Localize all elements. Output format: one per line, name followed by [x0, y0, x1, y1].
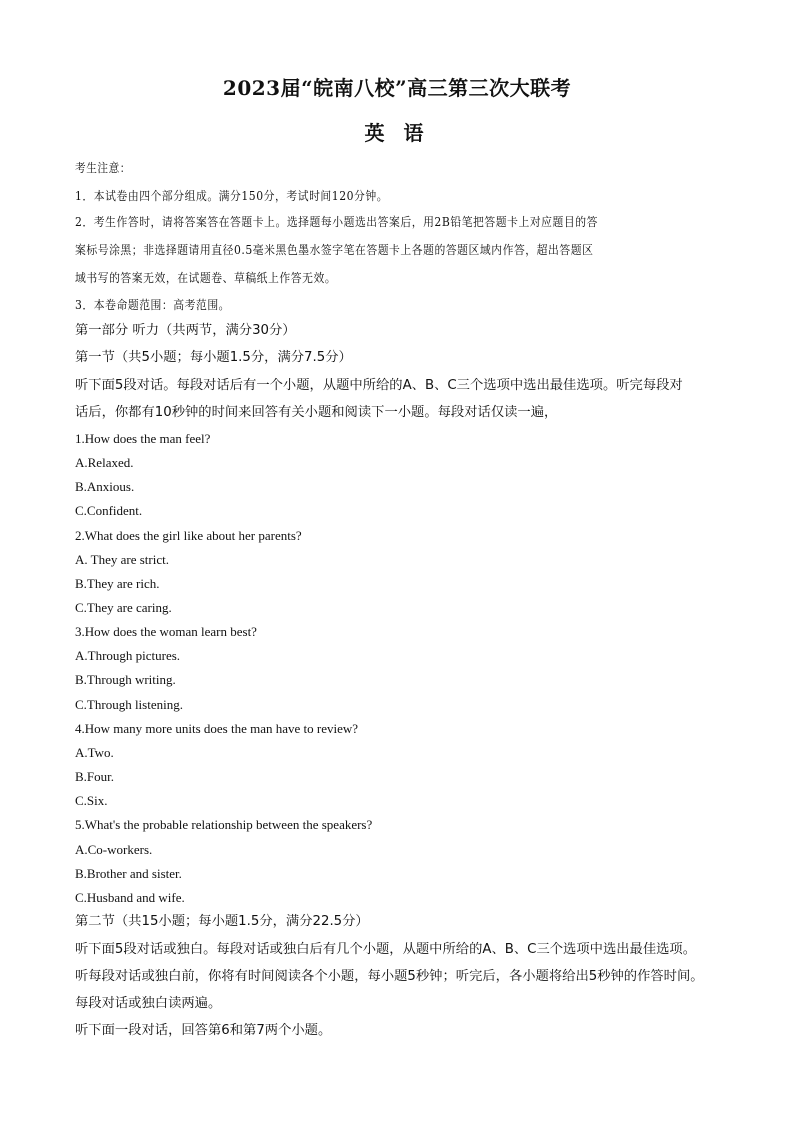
answer-option: C.Confident.	[75, 503, 143, 518]
notice-heading: 考生注意：	[75, 161, 131, 175]
question-stem: 3.How does the woman learn best?	[75, 624, 257, 639]
answer-option: A.Relaxed.	[75, 455, 134, 470]
answer-option: B.Through writing.	[75, 672, 176, 687]
answer-option: A.Two.	[75, 745, 114, 760]
section-instructions: 听下面5段对话或独白。每段对话或独白后有几个小题，从题中所给的A、B、C三个选项中选出最佳选项。	[75, 942, 697, 957]
question-stem: 4.How many more units does the man have to review?	[75, 721, 359, 736]
answer-option: C.Husband and wife.	[75, 890, 185, 905]
subject-title: 英 语	[364, 121, 430, 145]
answer-option: B.They are rich.	[75, 576, 160, 591]
section-heading: 第二节（共15小题；每小题1.5分，满分22.5分）	[75, 914, 369, 929]
answer-option: C.Six.	[75, 793, 108, 808]
answer-option: C.They are caring.	[75, 600, 172, 615]
notice-item: 3．本卷命题范围：高考范围。	[75, 298, 231, 312]
answer-option: A. They are strict.	[75, 552, 169, 567]
question-stem: 5.What's the probable relationship between the speakers?	[75, 817, 373, 832]
question-stem: 2.What does the girl like about her parents?	[75, 528, 302, 543]
answer-option: A.Through pictures.	[75, 648, 181, 663]
notice-item: 1．本试卷由四个部分组成。满分150分，考试时间120分钟。	[75, 189, 389, 203]
notice-item: 域书写的答案无效，在试题卷、草稿纸上作答无效。	[75, 271, 337, 285]
section-instructions: 听下面5段对话。每段对话后有一个小题，从题中所给的A、B、C三个选项中选出最佳选项。听完每段对	[75, 378, 683, 393]
section-instructions: 听每段对话或独白前，你将有时间阅读各个小题，每小题5秒钟；听完后，各小题将给出5秒钟的作答时间。	[75, 969, 704, 984]
answer-option: B.Brother and sister.	[75, 866, 182, 881]
question-stem: 1.How does the man feel?	[75, 431, 211, 446]
section-heading: 第一节（共5小题；每小题1.5分，满分7.5分）	[75, 350, 352, 365]
section-instructions: 每段对话或独白读两遍。	[75, 996, 222, 1011]
answer-option: B.Anxious.	[75, 479, 135, 494]
answer-option: A.Co-workers.	[75, 842, 153, 857]
section-instructions: 话后，你都有10秒钟的时间来回答有关小题和阅读下一小题。每段对话仅读一遍，	[75, 405, 558, 420]
notice-item: 2．考生作答时，请将答案答在答题卡上。选择题每小题选出答案后，用2B铅笔把答题卡上对应题目的答	[75, 215, 598, 229]
section-instructions: 听下面一段对话，回答第6和第7两个小题。	[75, 1023, 332, 1038]
exam-title: 2023届“皖南八校”高三第三次大联考	[222, 76, 572, 100]
part-heading: 第一部分 听力（共两节，满分30分）	[75, 323, 296, 338]
notice-item: 案标号涂黑；非选择题请用直径0.5毫米黑色墨水签字笔在答题卡上各题的答题区域内作答，超出答题区	[75, 243, 594, 257]
answer-option: B.Four.	[75, 769, 115, 784]
answer-option: C.Through listening.	[75, 697, 183, 712]
